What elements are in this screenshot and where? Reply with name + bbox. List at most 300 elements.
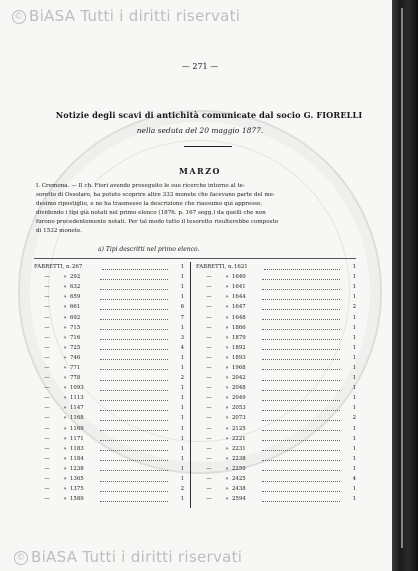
leader-dots bbox=[262, 335, 340, 340]
article-subtitle: nella seduta del 20 maggio 1877. bbox=[136, 126, 264, 135]
article-title: Notizie degli scavi di antichità comunicate dal socio G. FIORELLI bbox=[55, 110, 363, 120]
leader-dots bbox=[100, 275, 168, 280]
leader-dots bbox=[262, 275, 340, 280]
table-row bbox=[34, 333, 184, 343]
row-label: — bbox=[206, 354, 212, 361]
table-row bbox=[196, 413, 356, 423]
table-column-divider bbox=[190, 262, 191, 508]
leader-dots bbox=[100, 345, 168, 350]
ditto-mark: » bbox=[63, 415, 67, 422]
coin-count: 1 bbox=[180, 364, 184, 371]
fabretti-number: 2049 bbox=[232, 395, 246, 402]
ditto-mark: » bbox=[225, 486, 229, 493]
row-label: — bbox=[44, 385, 50, 392]
coin-count: 2 bbox=[352, 304, 356, 311]
row-label: — bbox=[44, 354, 50, 361]
ditto-mark: » bbox=[63, 364, 67, 371]
leader-dots bbox=[262, 477, 340, 482]
row-label: — bbox=[44, 476, 50, 483]
table-row bbox=[34, 393, 184, 403]
fabretti-number: 1621 bbox=[234, 264, 248, 271]
ditto-mark: » bbox=[63, 395, 67, 402]
table-row bbox=[34, 312, 184, 322]
table-row bbox=[34, 262, 184, 272]
leader-dots bbox=[100, 285, 168, 290]
fabretti-number: 1183 bbox=[70, 445, 84, 452]
ditto-mark: » bbox=[63, 284, 67, 291]
row-label: — bbox=[44, 486, 50, 493]
table-row bbox=[196, 302, 356, 312]
coin-count: 3 bbox=[180, 334, 184, 341]
fabretti-number: 2053 bbox=[232, 405, 246, 412]
fabretti-number: 1968 bbox=[232, 364, 246, 371]
table-row bbox=[34, 464, 184, 474]
coin-count: 1 bbox=[352, 496, 356, 503]
ditto-mark: » bbox=[225, 364, 229, 371]
table-top-rule bbox=[34, 258, 356, 259]
fabretti-number: 292 bbox=[70, 274, 81, 281]
coin-count: 1 bbox=[180, 274, 184, 281]
ditto-mark: » bbox=[225, 435, 229, 442]
table-row bbox=[196, 343, 356, 353]
fabretti-number: 1641 bbox=[232, 284, 246, 291]
coin-count: 1 bbox=[352, 405, 356, 412]
row-label: — bbox=[206, 455, 212, 462]
fabretti-number: 771 bbox=[70, 364, 81, 371]
fabretti-number: 1238 bbox=[70, 465, 84, 472]
table-row bbox=[196, 484, 356, 494]
copyright-icon: © bbox=[12, 10, 26, 24]
row-label: — bbox=[44, 405, 50, 412]
title-rule bbox=[184, 146, 232, 147]
coin-count: 4 bbox=[352, 476, 356, 483]
coin-count: 1 bbox=[352, 435, 356, 442]
fabretti-number: 725 bbox=[70, 344, 81, 351]
fabretti-number: 1169 bbox=[70, 425, 84, 432]
row-label: — bbox=[206, 324, 212, 331]
watermark-bottom-text: BiASA Tutti i diritti riservati bbox=[31, 548, 243, 566]
row-label: — bbox=[206, 395, 212, 402]
leader-dots bbox=[100, 497, 168, 502]
fabretti-number: 692 bbox=[70, 314, 81, 321]
coin-count: 1 bbox=[180, 435, 184, 442]
leader-dots bbox=[262, 416, 340, 421]
paragraph-line: dividendo i tipi già notati nel primo elenco (1876. p. 167 segg.) da quelli che non bbox=[36, 210, 266, 216]
row-label: — bbox=[206, 364, 212, 371]
row-label: — bbox=[44, 274, 50, 281]
table-row bbox=[196, 403, 356, 413]
leader-dots bbox=[262, 305, 340, 310]
fabretti-number: 2425 bbox=[232, 476, 246, 483]
leader-dots bbox=[262, 436, 340, 441]
ditto-mark: » bbox=[225, 314, 229, 321]
row-label: — bbox=[206, 314, 212, 321]
ditto-mark: » bbox=[63, 455, 67, 462]
fabretti-number: 1866 bbox=[232, 324, 246, 331]
fabretti-number: 2238 bbox=[232, 455, 246, 462]
row-label: — bbox=[44, 364, 50, 371]
fabretti-number: 1640 bbox=[232, 274, 246, 281]
ditto-mark: » bbox=[63, 294, 67, 301]
leader-dots bbox=[100, 446, 168, 451]
leader-dots bbox=[262, 386, 340, 391]
coin-count: 1 bbox=[180, 425, 184, 432]
table-row bbox=[34, 302, 184, 312]
coin-count: 1 bbox=[180, 284, 184, 291]
table-row bbox=[196, 474, 356, 484]
table-row bbox=[196, 282, 356, 292]
coin-count: 1 bbox=[352, 364, 356, 371]
coin-count: 1 bbox=[180, 496, 184, 503]
leader-dots bbox=[262, 295, 340, 300]
leader-dots bbox=[100, 376, 168, 381]
table-row bbox=[34, 434, 184, 444]
table-row bbox=[34, 323, 184, 333]
row-label: — bbox=[206, 344, 212, 351]
coin-count: 1 bbox=[352, 465, 356, 472]
fabretti-number: 2231 bbox=[232, 445, 246, 452]
fabretti-number: 659 bbox=[70, 294, 81, 301]
table-row bbox=[196, 272, 356, 282]
row-label: — bbox=[206, 334, 212, 341]
table-row bbox=[196, 454, 356, 464]
coin-count: 1 bbox=[352, 294, 356, 301]
coin-count: 1 bbox=[180, 445, 184, 452]
ditto-mark: » bbox=[225, 294, 229, 301]
paragraph-line: soretto di Ossolaro, ha potuto scoprire altre 333 monete che facevano parte del me- bbox=[36, 192, 275, 198]
table-row bbox=[196, 464, 356, 474]
leader-dots bbox=[262, 325, 340, 330]
row-label: — bbox=[206, 385, 212, 392]
ditto-mark: » bbox=[225, 455, 229, 462]
coin-count: 1 bbox=[352, 344, 356, 351]
coin-count: 1 bbox=[352, 274, 356, 281]
ditto-mark: » bbox=[63, 496, 67, 503]
leader-dots bbox=[100, 466, 168, 471]
row-label: FABRETTI, n. bbox=[34, 264, 72, 271]
ditto-mark: » bbox=[63, 445, 67, 452]
table-row bbox=[196, 393, 356, 403]
ditto-mark: » bbox=[225, 465, 229, 472]
coin-count: 1 bbox=[180, 385, 184, 392]
fabretti-number: 1147 bbox=[70, 405, 84, 412]
fabretti-number: 661 bbox=[70, 304, 81, 311]
ditto-mark: » bbox=[225, 304, 229, 311]
coin-count: 1 bbox=[180, 324, 184, 331]
table-row bbox=[34, 282, 184, 292]
fabretti-number: 716 bbox=[70, 334, 81, 341]
right-table-column bbox=[196, 262, 356, 504]
leader-dots bbox=[100, 406, 168, 411]
fabretti-number: 1647 bbox=[232, 304, 246, 311]
table-row bbox=[196, 373, 356, 383]
fabretti-number: 2594 bbox=[232, 496, 246, 503]
row-label: — bbox=[206, 476, 212, 483]
leader-dots bbox=[100, 386, 168, 391]
ditto-mark: » bbox=[63, 354, 67, 361]
coin-count: 7 bbox=[180, 314, 184, 321]
leader-dots bbox=[100, 487, 168, 492]
coin-count: 2 bbox=[352, 415, 356, 422]
leader-dots bbox=[100, 477, 168, 482]
fabretti-number: 267 bbox=[72, 264, 83, 271]
fabretti-number: 2259 bbox=[232, 465, 246, 472]
table-row bbox=[196, 383, 356, 393]
coin-count: 1 bbox=[180, 395, 184, 402]
row-label: — bbox=[206, 425, 212, 432]
row-label: — bbox=[44, 435, 50, 442]
fabretti-number: 1171 bbox=[70, 435, 84, 442]
fabretti-number: 1879 bbox=[232, 334, 246, 341]
coin-count: 6 bbox=[180, 304, 184, 311]
fabretti-number: 1093 bbox=[70, 385, 84, 392]
leader-dots bbox=[262, 456, 340, 461]
ditto-mark: » bbox=[225, 274, 229, 281]
coin-count: 2 bbox=[180, 486, 184, 493]
leader-dots bbox=[262, 406, 340, 411]
row-label: — bbox=[206, 445, 212, 452]
table-row bbox=[34, 424, 184, 434]
coin-count: 1 bbox=[180, 455, 184, 462]
ditto-mark: » bbox=[63, 334, 67, 341]
table-row bbox=[34, 373, 184, 383]
ditto-mark: » bbox=[225, 324, 229, 331]
table-row bbox=[196, 363, 356, 373]
ditto-mark: » bbox=[225, 334, 229, 341]
table-row bbox=[34, 292, 184, 302]
row-label: — bbox=[206, 496, 212, 503]
fabretti-number: 1113 bbox=[70, 395, 84, 402]
fabretti-number: 1375 bbox=[70, 486, 84, 493]
row-label: FABRETTI, n. bbox=[196, 264, 234, 271]
fabretti-number: 778 bbox=[70, 375, 81, 382]
watermark-bottom bbox=[14, 548, 242, 566]
coin-count: 1 bbox=[352, 455, 356, 462]
table-row bbox=[196, 292, 356, 302]
fabretti-number: 1168 bbox=[70, 415, 84, 422]
coin-count: 1 bbox=[352, 354, 356, 361]
leader-dots bbox=[100, 355, 168, 360]
leader-dots bbox=[100, 325, 168, 330]
row-label: — bbox=[44, 496, 50, 503]
fabretti-number: 632 bbox=[70, 284, 81, 291]
paragraph-line: I. Cremona. — Il ch. Fiori avendo proseguito le sue ricerche intorno al te- bbox=[36, 183, 245, 189]
table-row bbox=[196, 323, 356, 333]
copyright-icon: © bbox=[14, 551, 28, 565]
row-label: — bbox=[206, 274, 212, 281]
table-row bbox=[196, 494, 356, 504]
watermark-top bbox=[12, 7, 240, 25]
row-label: — bbox=[44, 314, 50, 321]
table-row bbox=[34, 484, 184, 494]
ditto-mark: » bbox=[225, 354, 229, 361]
coin-count: 1 bbox=[352, 385, 356, 392]
section-label: a) Tipi descritti nel primo elenco. bbox=[98, 246, 200, 253]
leader-dots bbox=[100, 295, 168, 300]
coin-count: 1 bbox=[180, 405, 184, 412]
row-label: — bbox=[44, 465, 50, 472]
leader-dots bbox=[102, 265, 168, 270]
leader-dots bbox=[262, 355, 340, 360]
row-label: — bbox=[206, 405, 212, 412]
coin-count: 1 bbox=[352, 445, 356, 452]
ditto-mark: » bbox=[63, 476, 67, 483]
coin-count: 1 bbox=[352, 284, 356, 291]
row-label: — bbox=[44, 415, 50, 422]
table-row bbox=[34, 272, 184, 282]
fabretti-number: 1648 bbox=[232, 314, 246, 321]
coin-count: 4 bbox=[180, 344, 184, 351]
leader-dots bbox=[100, 396, 168, 401]
fabretti-number: 2048 bbox=[232, 385, 246, 392]
spine-line bbox=[401, 8, 403, 548]
table-row bbox=[34, 474, 184, 484]
leader-dots bbox=[262, 426, 340, 431]
fabretti-number: 2073 bbox=[232, 415, 246, 422]
row-label: — bbox=[44, 395, 50, 402]
fabretti-number: 715 bbox=[70, 324, 81, 331]
ditto-mark: » bbox=[225, 445, 229, 452]
coin-count: 1 bbox=[180, 476, 184, 483]
leader-dots bbox=[100, 305, 168, 310]
leader-dots bbox=[262, 365, 340, 370]
table-row bbox=[196, 444, 356, 454]
leader-dots bbox=[262, 497, 340, 502]
fabretti-number: 2042 bbox=[232, 375, 246, 382]
row-label: — bbox=[206, 304, 212, 311]
leader-dots bbox=[262, 446, 340, 451]
ditto-mark: » bbox=[63, 304, 67, 311]
fabretti-number: 1365 bbox=[70, 476, 84, 483]
ditto-mark: » bbox=[225, 405, 229, 412]
month-heading: MARZO bbox=[178, 166, 222, 176]
coin-count: 2 bbox=[180, 375, 184, 382]
row-label: — bbox=[44, 304, 50, 311]
coin-count: 1 bbox=[352, 264, 356, 271]
ditto-mark: » bbox=[225, 425, 229, 432]
page-number: — 271 — bbox=[181, 62, 219, 71]
ditto-mark: » bbox=[63, 385, 67, 392]
watermark-top-text: BiASA Tutti i diritti riservati bbox=[29, 7, 241, 25]
row-label: — bbox=[44, 284, 50, 291]
coin-count: 1 bbox=[352, 486, 356, 493]
ditto-mark: » bbox=[63, 405, 67, 412]
leader-dots bbox=[100, 416, 168, 421]
ditto-mark: » bbox=[63, 486, 67, 493]
coin-count: 1 bbox=[352, 314, 356, 321]
ditto-mark: » bbox=[225, 385, 229, 392]
leader-dots bbox=[100, 436, 168, 441]
table-row bbox=[34, 444, 184, 454]
leader-dots bbox=[264, 265, 340, 270]
page-edge-shadow bbox=[392, 0, 418, 571]
ditto-mark: » bbox=[225, 476, 229, 483]
fabretti-number: 1184 bbox=[70, 455, 84, 462]
row-label: — bbox=[206, 435, 212, 442]
ditto-mark: » bbox=[63, 435, 67, 442]
row-label: — bbox=[206, 486, 212, 493]
table-row bbox=[196, 353, 356, 363]
table-row bbox=[196, 312, 356, 322]
fabretti-number: 2438 bbox=[232, 486, 246, 493]
table-row bbox=[34, 383, 184, 393]
paragraph-line: furono precedentemente notati. Per tal modo tutto il tesoretto risulterebbe composto bbox=[36, 219, 279, 225]
ditto-mark: » bbox=[63, 324, 67, 331]
coin-count: 1 bbox=[352, 425, 356, 432]
ditto-mark: » bbox=[63, 375, 67, 382]
table-row bbox=[34, 343, 184, 353]
row-label: — bbox=[206, 294, 212, 301]
coin-count: 1 bbox=[352, 375, 356, 382]
row-label: — bbox=[44, 455, 50, 462]
table-row bbox=[34, 353, 184, 363]
ditto-mark: » bbox=[63, 344, 67, 351]
table-row bbox=[34, 454, 184, 464]
leader-dots bbox=[100, 365, 168, 370]
ditto-mark: » bbox=[63, 274, 67, 281]
fabretti-number: 2125 bbox=[232, 425, 246, 432]
ditto-mark: » bbox=[63, 465, 67, 472]
row-label: — bbox=[206, 465, 212, 472]
ditto-mark: » bbox=[225, 284, 229, 291]
leader-dots bbox=[100, 335, 168, 340]
table-row bbox=[34, 403, 184, 413]
coin-count: 1 bbox=[180, 294, 184, 301]
row-label: — bbox=[206, 375, 212, 382]
fabretti-number: 1644 bbox=[232, 294, 246, 301]
ditto-mark: » bbox=[225, 415, 229, 422]
leader-dots bbox=[262, 315, 340, 320]
table-row bbox=[34, 413, 184, 423]
coin-count: 1 bbox=[352, 324, 356, 331]
leader-dots bbox=[262, 487, 340, 492]
leader-dots bbox=[262, 376, 340, 381]
row-label: — bbox=[44, 294, 50, 301]
leader-dots bbox=[100, 456, 168, 461]
leader-dots bbox=[262, 285, 340, 290]
row-label: — bbox=[44, 375, 50, 382]
row-label: — bbox=[44, 344, 50, 351]
table-row bbox=[196, 434, 356, 444]
fabretti-number: 1892 bbox=[232, 344, 246, 351]
table-row bbox=[196, 262, 356, 272]
row-label: — bbox=[206, 284, 212, 291]
row-label: — bbox=[44, 324, 50, 331]
ditto-mark: » bbox=[225, 375, 229, 382]
table-row bbox=[34, 363, 184, 373]
coin-count: 1 bbox=[180, 465, 184, 472]
ditto-mark: » bbox=[225, 496, 229, 503]
coin-count: 1 bbox=[352, 395, 356, 402]
coin-count: 1 bbox=[180, 415, 184, 422]
fabretti-number: 746 bbox=[70, 354, 81, 361]
ditto-mark: » bbox=[225, 344, 229, 351]
coin-count: 1 bbox=[180, 264, 184, 271]
ditto-mark: » bbox=[63, 314, 67, 321]
coin-count: 1 bbox=[352, 334, 356, 341]
fabretti-number: 1893 bbox=[232, 354, 246, 361]
ditto-mark: » bbox=[225, 395, 229, 402]
paragraph-line: desimo ripostiglio, e ne ha trasmesso la descrizione che riassumo qui appresso, bbox=[36, 201, 263, 207]
ditto-mark: » bbox=[63, 425, 67, 432]
row-label: — bbox=[206, 415, 212, 422]
table-row bbox=[196, 333, 356, 343]
left-table-column bbox=[34, 262, 184, 504]
row-label: — bbox=[44, 445, 50, 452]
leader-dots bbox=[262, 396, 340, 401]
coin-count: 1 bbox=[180, 354, 184, 361]
table-row bbox=[196, 424, 356, 434]
